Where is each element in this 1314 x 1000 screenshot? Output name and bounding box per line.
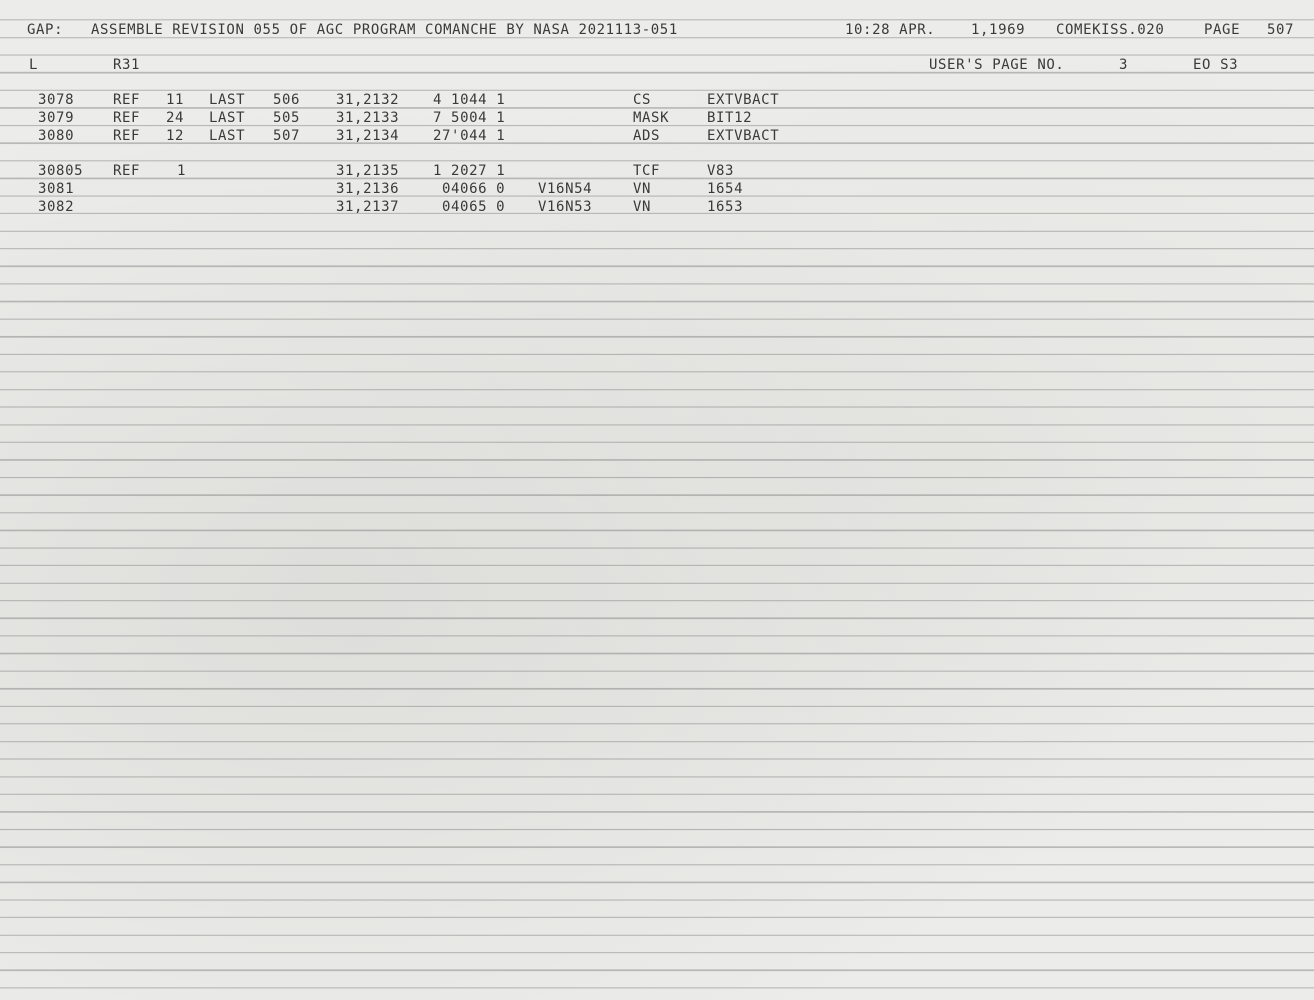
address: 31,2135	[336, 163, 400, 179]
octal-word: 7 5004 1	[433, 110, 506, 126]
listing-type: L	[29, 57, 39, 73]
date-stamp: 1,1969	[971, 22, 1026, 38]
ref-count: 1	[177, 163, 187, 179]
symbol-label: V16N54	[538, 181, 593, 197]
octal-word: 04066 0	[442, 181, 506, 197]
assembly-title: ASSEMBLE REVISION 055 OF AGC PROGRAM COMANCHE BY NASA 2021113-051	[91, 22, 678, 38]
operand: EXTVBACT	[707, 92, 780, 108]
line-number: 30805	[38, 163, 84, 179]
listing-row	[0, 110, 1314, 126]
address: 31,2132	[336, 92, 400, 108]
users-page-number: 3	[1119, 57, 1129, 73]
page-number: 507	[1267, 22, 1295, 38]
ref-count: 12	[166, 128, 185, 144]
listing-row	[0, 163, 1314, 179]
symbol-label: V16N53	[538, 199, 593, 215]
routine-name: R31	[113, 57, 141, 73]
ref-label: REF	[113, 163, 141, 179]
octal-word: 27'044 1	[433, 128, 506, 144]
listing-row	[0, 199, 1314, 215]
address: 31,2136	[336, 181, 400, 197]
users-page-label: USER'S PAGE NO.	[929, 57, 1065, 73]
line-number: 3082	[38, 199, 75, 215]
program-label: GAP:	[27, 22, 64, 38]
opcode: MASK	[633, 110, 670, 126]
ref-label: REF	[113, 128, 141, 144]
last-label: LAST	[209, 110, 246, 126]
last-page: 505	[273, 110, 301, 126]
opcode: TCF	[633, 163, 661, 179]
operand: EXTVBACT	[707, 128, 780, 144]
listing-row	[0, 181, 1314, 197]
page-label: PAGE	[1204, 22, 1241, 38]
address: 31,2137	[336, 199, 400, 215]
listing-row	[0, 128, 1314, 144]
last-label: LAST	[209, 128, 246, 144]
last-page: 507	[273, 128, 301, 144]
ref-label: REF	[113, 110, 141, 126]
ref-count: 24	[166, 110, 185, 126]
time-stamp: 10:28 APR.	[845, 22, 936, 38]
line-number: 3079	[38, 110, 75, 126]
operand: BIT12	[707, 110, 753, 126]
opcode: VN	[633, 199, 652, 215]
line-number: 3081	[38, 181, 75, 197]
section-label: EO S3	[1193, 57, 1239, 73]
address: 31,2133	[336, 110, 400, 126]
operand: 1653	[707, 199, 744, 215]
address: 31,2134	[336, 128, 400, 144]
line-number: 3080	[38, 128, 75, 144]
file-name: COMEKISS.020	[1056, 22, 1165, 38]
line-number: 3078	[38, 92, 75, 108]
ref-label: REF	[113, 92, 141, 108]
opcode: CS	[633, 92, 652, 108]
operand: 1654	[707, 181, 744, 197]
octal-word: 04065 0	[442, 199, 506, 215]
operand: V83	[707, 163, 735, 179]
octal-word: 1 2027 1	[433, 163, 506, 179]
octal-word: 4 1044 1	[433, 92, 506, 108]
opcode: VN	[633, 181, 652, 197]
last-label: LAST	[209, 92, 246, 108]
listing-row	[0, 92, 1314, 108]
last-page: 506	[273, 92, 301, 108]
opcode: ADS	[633, 128, 661, 144]
ref-count: 11	[166, 92, 185, 108]
